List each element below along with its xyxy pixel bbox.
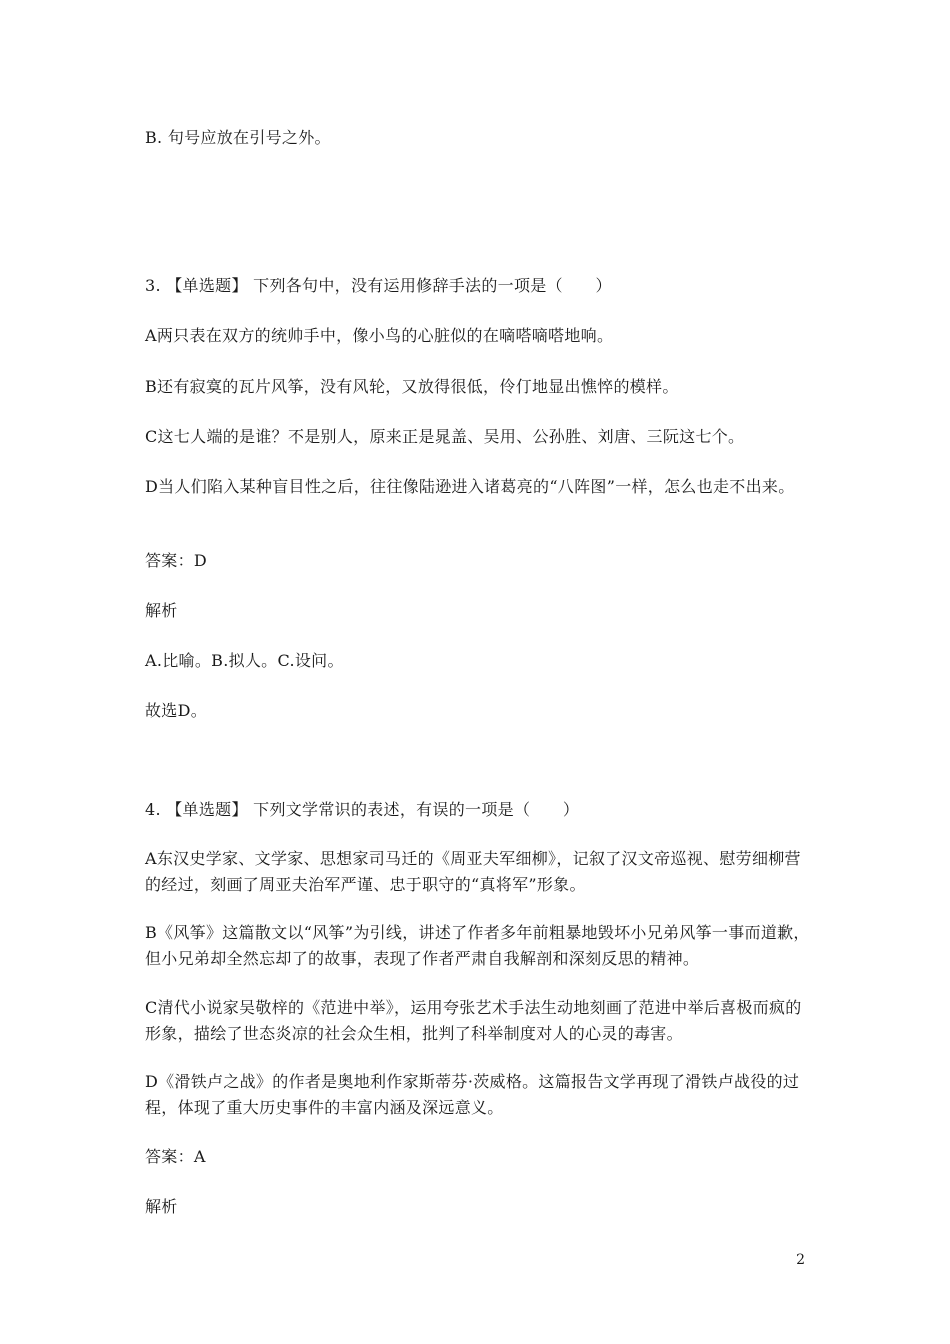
q3-analysis-text: A.比喻。B.拟人。C.设问。: [145, 651, 344, 670]
q4-stem: 4. 【单选题】 下列文学常识的表述，有误的一项是（ ）: [145, 800, 580, 819]
q4-answer: 答案：A: [145, 1147, 206, 1166]
q4-option-d: D《滑铁卢之战》的作者是奥地利作家斯蒂芬·茨威格。这篇报告文学再现了滑铁卢战役的过程，体现了重大历史事件的丰富内涵及深远意义。: [145, 1072, 800, 1117]
q3-answer: 答案：D: [145, 551, 208, 570]
q4-option-a: A东汉史学家、文学家、思想家司马迁的《周亚夫军细柳》，记叙了汉文帝巡视、慰劳细柳营的经过，刻画了周亚夫治军严谨、忠于职守的“真将军”形象。: [145, 849, 801, 894]
q3-option-d: D当人们陷入某种盲目性之后，往往像陆逊进入诸葛亮的“八阵图”一样，怎么也走不出来。: [145, 477, 795, 496]
q3-stem: 3. 【单选题】 下列各句中，没有运用修辞手法的一项是（ ）: [145, 276, 612, 295]
q3-option-b: B还有寂寞的瓦片风筝，没有风轮，又放得很低，伶仃地显出憔悴的模样。: [145, 377, 679, 396]
q4-option-c: C清代小说家吴敬梓的《范进中举》，运用夸张艺术手法生动地刻画了范进中举后喜极而疯的形象，描绘了世态炎凉的社会众生相，批判了科举制度对人的心灵的毒害。: [145, 998, 802, 1043]
q3-conclusion: 故选D。: [145, 701, 208, 720]
q4-option-b: B《风筝》这篇散文以“风筝”为引线，讲述了作者多年前粗暴地毁坏小兄弟风筝一事而道歉，但小兄弟却全然忘却了的故事，表现了作者严肃自我解剖和深刻反思的精神。: [145, 923, 810, 968]
q3-option-a: A两只表在双方的统帅手中，像小鸟的心脏似的在嘀嗒嘀嗒地响。: [145, 326, 614, 345]
q2-option-b: B. 句号应放在引号之外。: [145, 128, 331, 147]
q4-analysis-label: 解析: [145, 1197, 178, 1216]
q3-analysis-label: 解析: [145, 601, 178, 620]
page-number: 2: [796, 1252, 805, 1268]
q3-option-c: C这七人端的是谁？不是别人，原来正是晁盖、吴用、公孙胜、刘唐、三阮这七个。: [145, 427, 745, 446]
